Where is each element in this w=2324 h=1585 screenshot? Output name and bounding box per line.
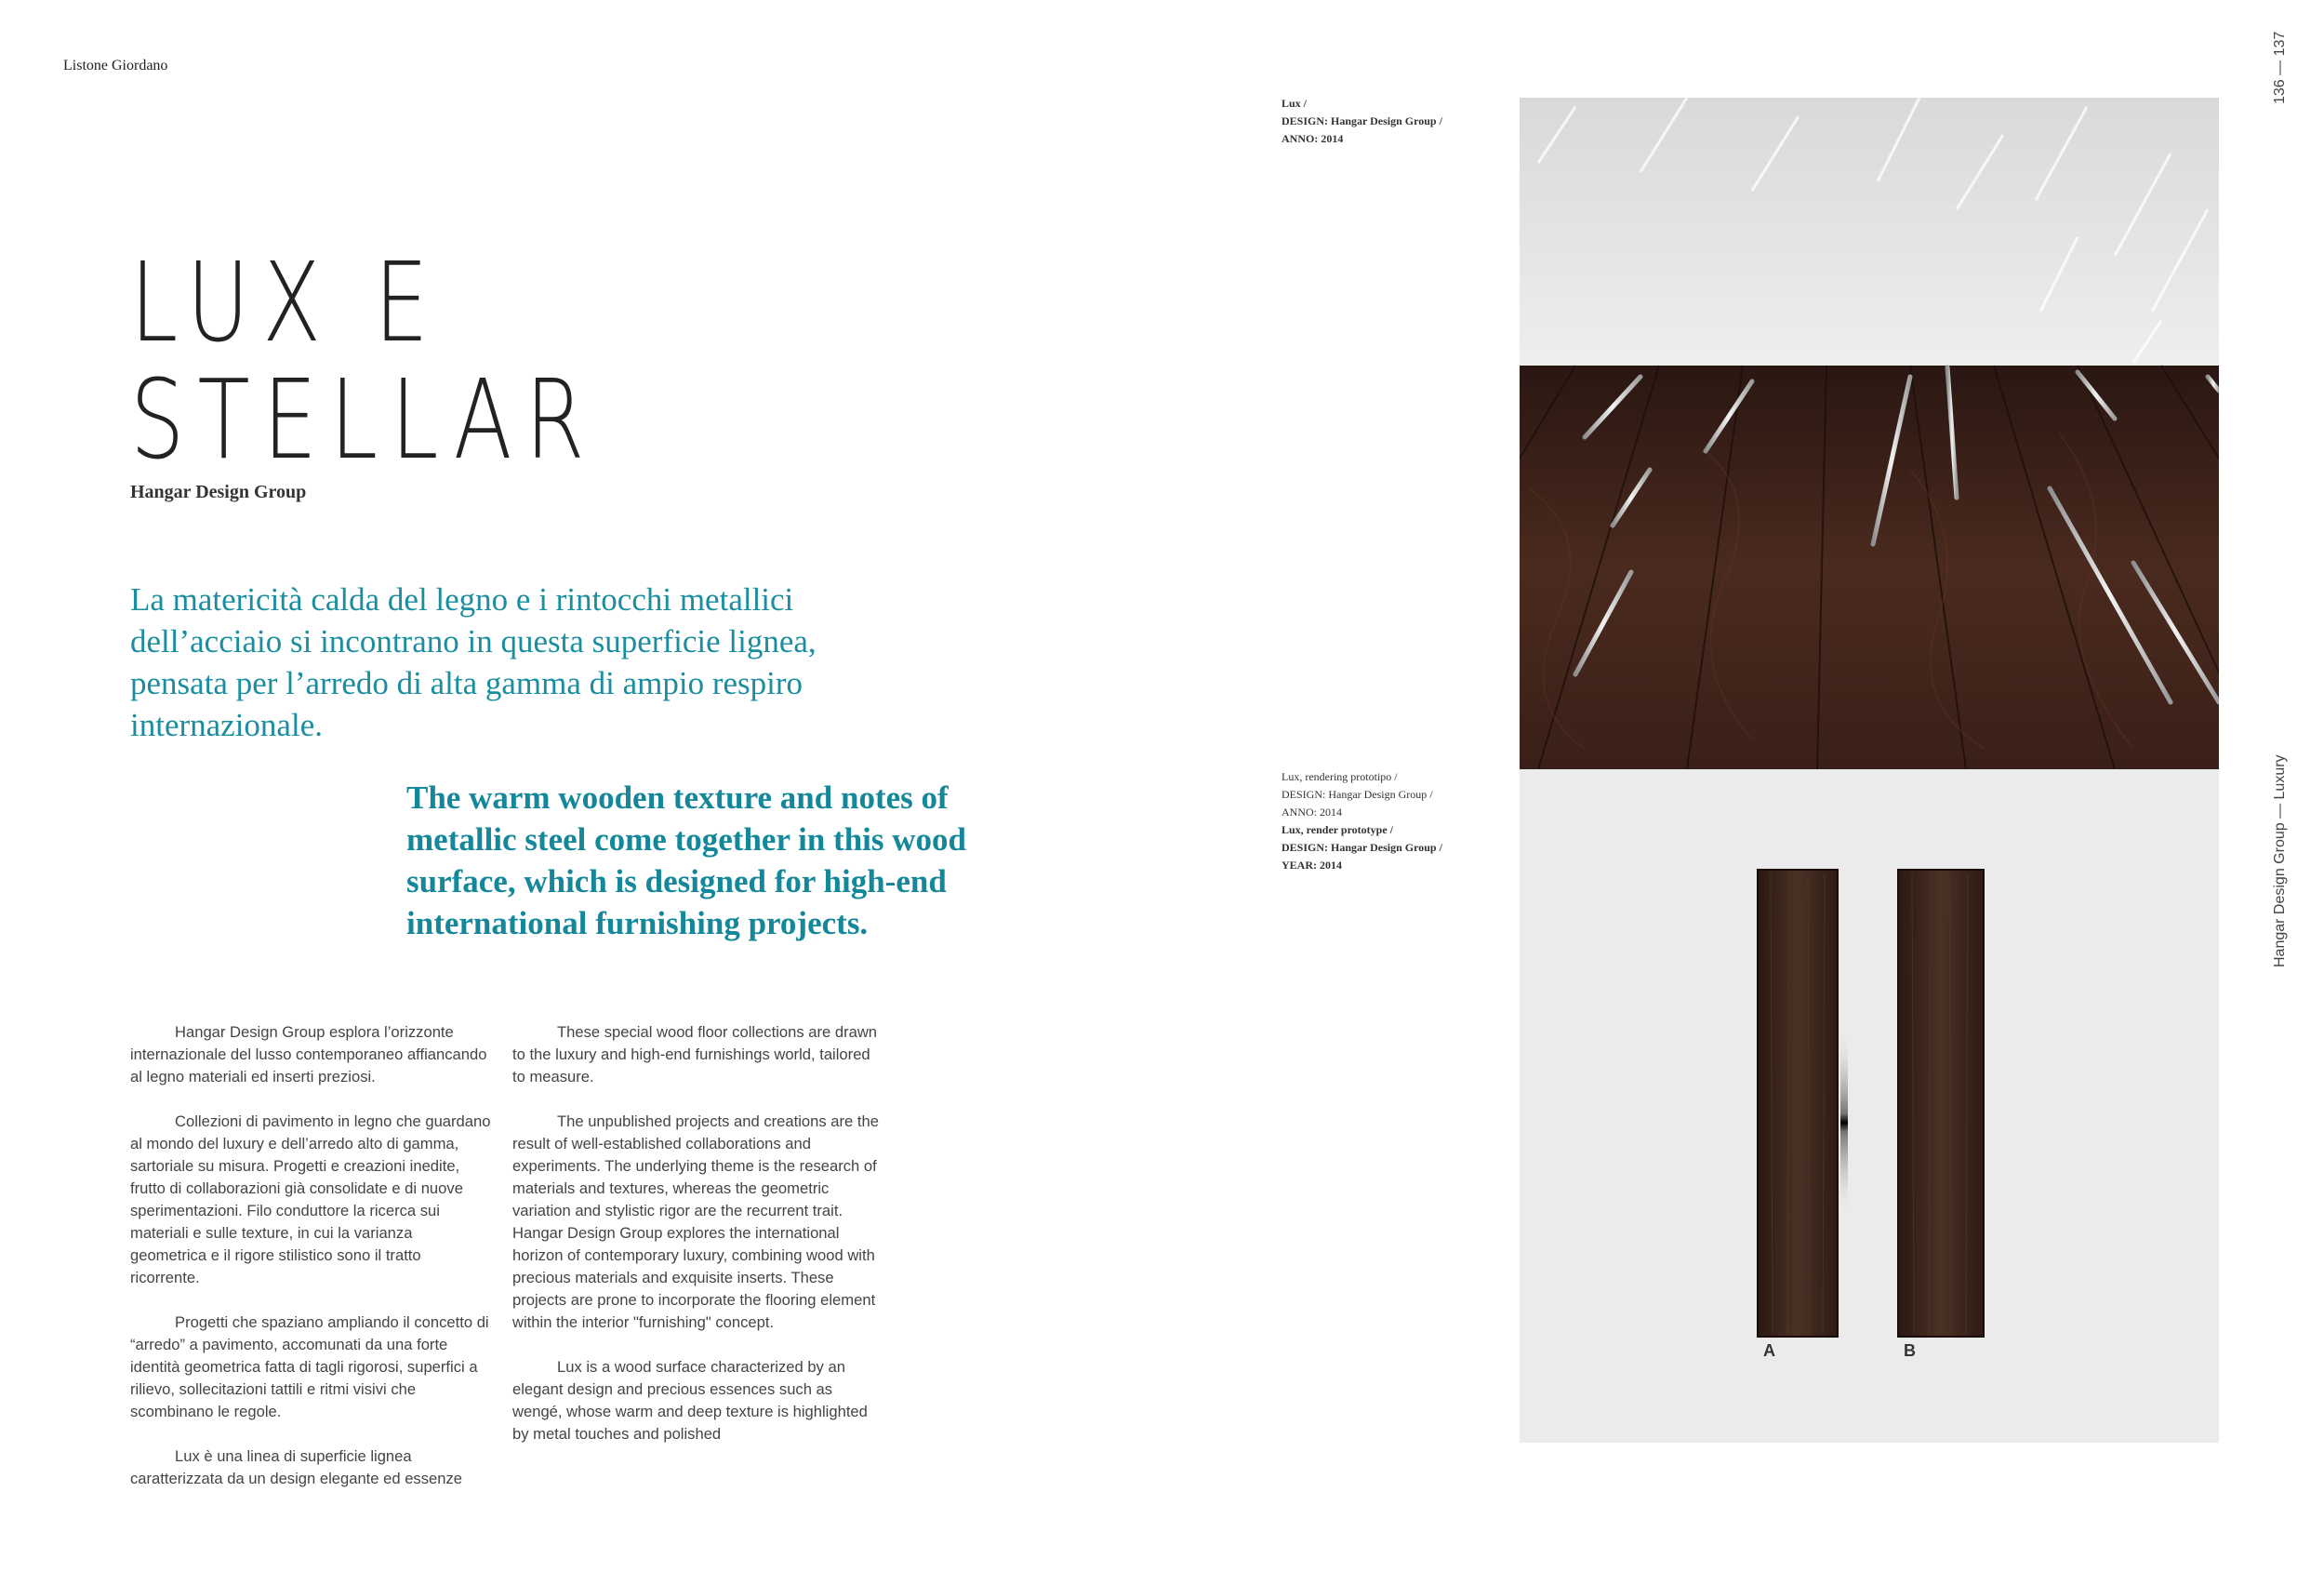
plank-a (1758, 870, 1838, 1337)
caption-line: ANNO: 2014 (1282, 132, 1344, 145)
plank-gap (1840, 1030, 1848, 1216)
plank-label-b: B (1904, 1341, 1916, 1360)
paragraph: Progetti che spaziano ampliando il concetto di “arredo” a pavimento, accomunati da una forte identità geometrica fatta di tagli rigorosi, superfici a rilievo, sollecitazioni tattili e ritmi visivi che scombinano le regole. (130, 1313, 489, 1420)
title-line-1: LUX E (130, 238, 442, 366)
plank-label-a: A (1763, 1341, 1775, 1360)
body-column-italian (130, 1021, 493, 1512)
brand-name: Listone Giordano (63, 58, 168, 73)
paragraph: These special wood floor collections are drawn to the luxury and high-end furnishings world, tailored to measure. (512, 1023, 878, 1086)
title-line-2: STELLAR (130, 355, 598, 484)
running-title: Hangar Design Group — Luxury (2272, 754, 2288, 967)
floor-photo (1520, 98, 2219, 769)
caption-line: Lux, render prototype / (1282, 823, 1394, 836)
caption-line: DESIGN: Hangar Design Group / (1282, 788, 1433, 801)
paragraph: The unpublished projects and creations are the result of well-established collaborations and experiments. The underlying theme is the research of materials and textures, whereas the geometric variation and stylistic rigor are the recurrent trait. Hangar Design Group explores the international horizon of contemporary luxury, combining wood with precious materials and exquisite inserts. These projects are prone to incorporate the flooring element within the interior "furnishing" concept. (512, 1112, 879, 1331)
plank-b (1898, 870, 1984, 1337)
floor-illustration (1520, 98, 2219, 769)
page-numbers: 136 — 137 (2272, 31, 2288, 104)
paragraph: Hangar Design Group esplora l’orizzonte internazionale del lusso contemporaneo affiancando al legno materiali ed inserti preziosi. (130, 1023, 487, 1086)
caption-line: ANNO: 2014 (1282, 806, 1342, 819)
prototype-render (1520, 769, 2219, 1443)
body-column-english (512, 1021, 884, 1468)
article-subtitle: Hangar Design Group (130, 482, 307, 502)
caption-line: YEAR: 2014 (1282, 859, 1342, 872)
lead-italian: La matericità calda del legno e i rintocchi metallici dell’acciaio si incontrano in questa superficie lignea, pensata per l’arredo di alta gamma di ampio respiro internazionale. (130, 581, 817, 743)
paragraph: Lux è una linea di superficie lignea caratterizzata da un design elegante ed essenze (130, 1447, 463, 1487)
planks-illustration (1520, 769, 2219, 1443)
caption-line: Lux / (1282, 97, 1308, 110)
photo-caption-1 (1282, 95, 1442, 148)
paragraph: Collezioni di pavimento in legno che guardano al mondo del luxury e dell’arredo alto di gamma, sartoriale su misura. Progetti e creazioni inedite, frutto di collaborazioni già consolidate e di nuove sperimentazioni. Filo conduttore la ricerca sui materiali e sulle texture, in cui la varianza geometrica e il rigore stilistico sono il tratto ricorrente. (130, 1112, 491, 1286)
caption-line: DESIGN: Hangar Design Group / (1282, 841, 1442, 854)
caption-line: DESIGN: Hangar Design Group / (1282, 114, 1442, 127)
lead-english: The warm wooden texture and notes of metallic steel come together in this wood surface, which is designed for high-end international furnishing projects. (406, 779, 966, 941)
article-title (130, 238, 598, 484)
caption-line: Lux, rendering prototipo / (1282, 770, 1398, 783)
paragraph: Lux is a wood surface characterized by an elegant design and precious essences such as wengé, whose warm and deep texture is highlighted by metal touches and polished (512, 1358, 868, 1443)
photo-caption-2 (1282, 768, 1442, 874)
